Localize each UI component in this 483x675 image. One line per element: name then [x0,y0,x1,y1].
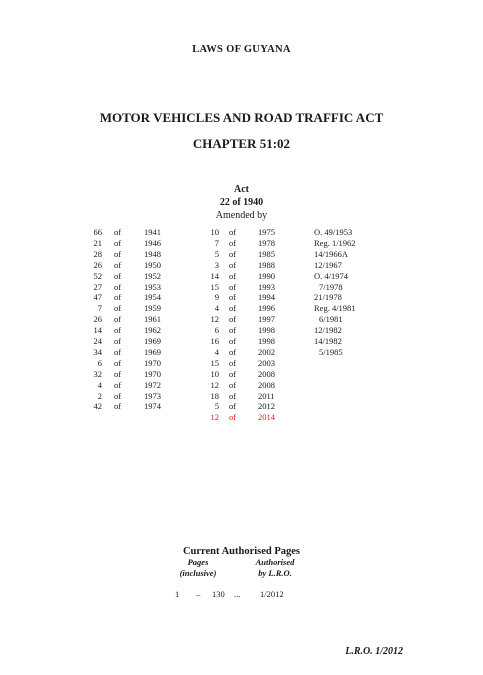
act-no: 42 [93,401,102,412]
of-word: of [229,336,237,346]
act-no: 4 [214,303,219,314]
act-no: 5 [214,401,219,412]
amendment-row [0,314,483,325]
act-title: MOTOR VEHICLES AND ROAD TRAFFIC ACT [99,110,384,125]
act-no: 15 [210,281,219,292]
subsidiary-ref: Reg. 4/1981 [314,303,356,314]
act-year: 1962 [144,325,161,336]
of-word: of [229,379,237,390]
amendment-row [0,282,483,293]
act-no: 27 [93,281,102,292]
subsidiary-ref: O. 4/1974 [314,270,348,281]
of-word: of [114,237,122,248]
act-year: 1974 [144,401,161,412]
of-word: of [229,259,237,270]
lro-footer: L.R.O. 1/2012 [345,646,403,657]
act-year: 1948 [144,248,161,259]
amendment-row [0,271,483,282]
act-no: 12 [210,412,219,423]
amendment-row [0,260,483,271]
act-no: 28 [93,248,102,259]
act-no: 52 [93,270,102,281]
act-no: 24 [93,336,102,346]
of-word: of [114,259,122,270]
act-no: 4 [214,346,219,357]
amendment-row [0,369,483,380]
laws-header: LAWS OF GUYANA [192,44,291,55]
of-word: of [229,314,237,325]
of-word: of [229,401,237,412]
amended-by-label: Amended by [215,210,268,221]
subsidiary-ref: 12/1982 [314,325,342,336]
act-year: 1946 [144,237,161,248]
amendment-row [0,401,483,412]
of-word: of [114,401,122,412]
act-year: 1973 [144,390,161,401]
act-no: 15 [210,357,219,368]
act-year: 1970 [144,368,161,379]
act-no: 7 [214,237,219,248]
of-word: of [114,292,122,303]
of-word: of [114,270,122,281]
amendment-row [0,249,483,260]
amendment-row [0,325,483,336]
act-no: 9 [214,292,219,303]
amendment-row [0,391,483,402]
act-no: 4 [97,379,102,390]
act-year: 1994 [258,292,275,303]
pages-column-header [173,557,223,579]
act-no: 10 [210,368,219,379]
act-no: 5 [214,248,219,259]
act-year: 2011 [258,390,275,401]
act-no: 47 [93,292,102,303]
act-no: 34 [93,346,102,357]
of-word: of [229,237,237,248]
act-year: 1985 [258,248,275,259]
amendment-row [0,238,483,249]
authorised-date: 1/2012 [260,589,284,599]
subsidiary-ref: 6/1981 [319,314,343,325]
act-year: 1961 [144,314,161,325]
authorised-column-header [245,557,305,579]
act-year: 1954 [144,292,161,303]
of-word: of [229,325,237,336]
of-word: of [114,368,122,379]
act-no: 2 [97,390,102,401]
of-word: of [229,227,237,237]
act-no: 18 [210,390,219,401]
act-year: 1952 [144,270,161,281]
act-no: 3 [214,259,219,270]
act-no: 14 [210,270,219,281]
subsidiary-ref: 14/1966A [314,248,348,259]
act-year: 1978 [258,237,275,248]
of-word: of [114,314,122,325]
act-no: 10 [210,227,219,237]
act-year: 1953 [144,281,161,292]
act-year: 1993 [258,281,275,292]
subsidiary-ref: O. 49/1953 [314,227,353,237]
of-word: of [114,227,122,237]
act-year: 1997 [258,314,275,325]
of-word: of [114,303,122,314]
of-word: of [114,379,122,390]
act-year: 2012 [258,401,275,412]
act-year: 1959 [144,303,161,314]
pages-head-line2: (inclusive) [179,568,217,578]
leader-dots: ... [234,589,241,599]
pages-dash: – [196,589,201,599]
of-word: of [229,357,237,368]
of-word: of [114,281,122,292]
of-word: of [229,281,237,292]
act-no: 16 [210,336,219,346]
subsidiary-ref: 21/1978 [314,292,342,303]
act-year: 1970 [144,357,161,368]
amendment-row [0,380,483,391]
act-no: 26 [93,314,102,325]
act-year: 1969 [144,336,161,346]
chapter-number: CHAPTER 51:02 [192,136,291,151]
of-word: of [114,390,122,401]
act-year: 1941 [144,227,161,237]
of-word: of [114,248,122,259]
amendment-row [0,358,483,369]
amendment-row [0,227,483,238]
pages-to: 130 [212,589,225,599]
of-word: of [229,248,237,259]
subsidiary-ref: 5/1985 [319,346,343,357]
act-year: 1998 [258,325,275,336]
of-word: of [114,346,122,357]
act-no: 7 [97,303,102,314]
act-year: 2002 [258,346,275,357]
act-no: 26 [93,259,102,270]
amendment-row [0,347,483,358]
of-word: of [229,346,237,357]
act-year: 1969 [144,346,161,357]
subsidiary-ref: Reg. 1/1962 [314,237,356,248]
act-no: 21 [93,237,102,248]
act-no: 12 [210,314,219,325]
act-year: 2008 [258,379,275,390]
amendment-row [0,303,483,314]
act-number: 22 of 1940 [219,197,264,208]
act-year: 1998 [258,336,275,346]
act-year: 1996 [258,303,275,314]
of-word: of [114,336,122,346]
act-year: 2014 [258,412,275,423]
act-year: 1950 [144,259,161,270]
of-word: of [229,292,237,303]
amendment-row [0,412,483,423]
amendment-row [0,336,483,347]
auth-head-line1: Authorised [255,557,295,567]
act-no: 6 [97,357,102,368]
auth-head-line2: by L.R.O. [258,568,292,578]
of-word: of [229,303,237,314]
act-year: 1990 [258,270,275,281]
act-year: 2003 [258,357,275,368]
act-no: 6 [214,325,219,336]
act-year: 2008 [258,368,275,379]
of-word: of [229,412,237,423]
act-year: 1975 [258,227,275,237]
act-no: 66 [93,227,102,237]
of-word: of [229,270,237,281]
of-word: of [114,325,122,336]
amendment-row [0,292,483,303]
current-pages-title: Current Authorised Pages [182,546,301,557]
act-year: 1988 [258,259,275,270]
of-word: of [229,390,237,401]
act-no: 12 [210,379,219,390]
pages-head-line1: Pages [187,557,209,567]
of-word: of [114,357,122,368]
act-no: 14 [93,325,102,336]
act-no: 32 [93,368,102,379]
act-label: Act [234,184,249,195]
subsidiary-ref: 7/1978 [319,281,343,292]
pages-from: 1 [175,589,180,599]
of-word: of [229,368,237,379]
act-year: 1972 [144,379,161,390]
subsidiary-ref: 14/1982 [314,336,342,346]
subsidiary-ref: 12/1967 [314,259,342,270]
